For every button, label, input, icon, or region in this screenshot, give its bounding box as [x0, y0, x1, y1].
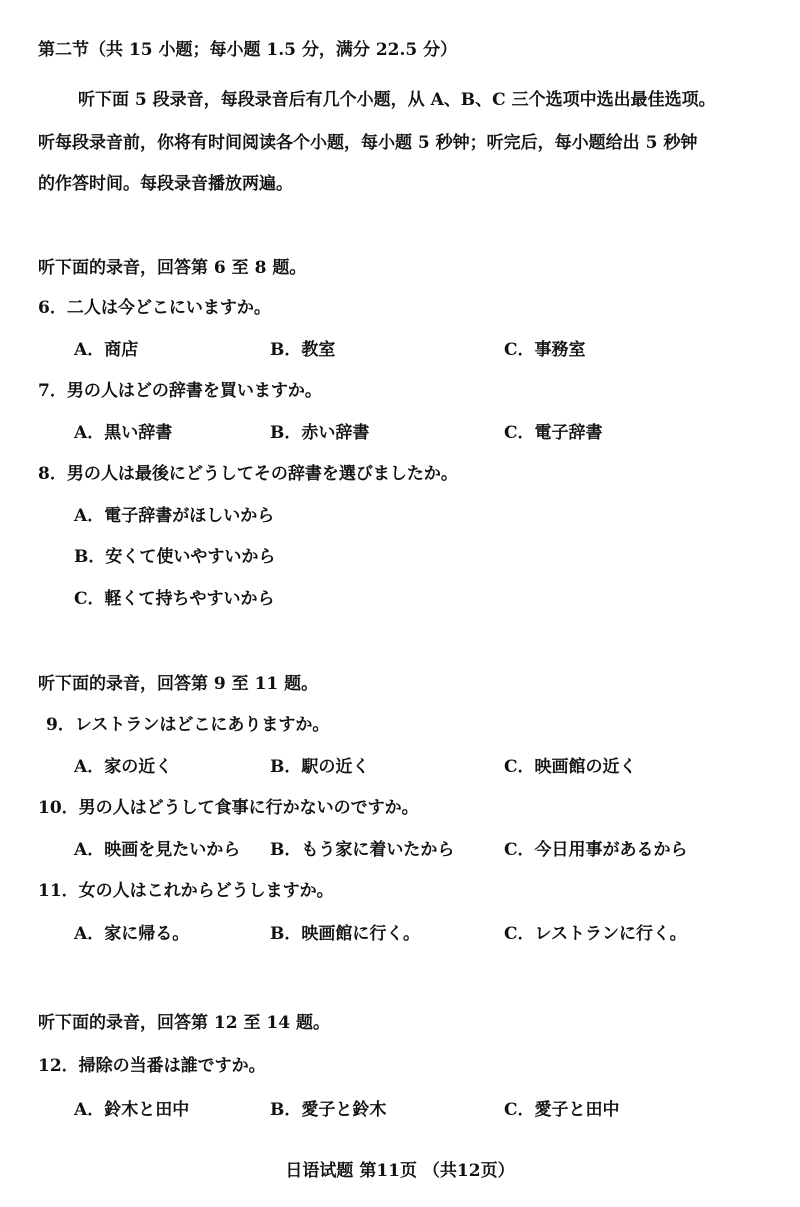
question-8-option-c: C．軽くて持ちやすいから: [74, 589, 275, 609]
question-6-option-c: C．事務室: [504, 340, 586, 360]
question-12-option-c: C．愛子と田中: [504, 1100, 620, 1120]
question-11-option-b: B．映画館に行く。: [270, 924, 421, 944]
question-9-option-c: C．映画館の近く: [504, 757, 637, 777]
instruction-line-3: 的作答时间。每段录音播放两遍。: [38, 174, 293, 194]
question-6-stem: 6．二人は今どこにいますか。: [38, 298, 271, 318]
question-11-option-a: A．家に帰る。: [74, 924, 190, 944]
group-2-prompt: 听下面的录音，回答第 9 至 11 题。: [38, 674, 319, 694]
question-11-stem: 11．女の人はこれからどうしますか。: [38, 881, 334, 901]
question-9-stem: 9．レストランはどこにありますか。: [46, 715, 330, 735]
question-8-stem: 8．男の人は最後にどうしてその辞書を選びましたか。: [38, 464, 458, 484]
question-9-option-b: B．駅の近く: [270, 757, 370, 777]
question-10-option-a: A．映画を見たいから: [74, 840, 241, 860]
group-3-prompt: 听下面的录音，回答第 12 至 14 题。: [38, 1013, 330, 1033]
question-7-option-b: B．赤い辞書: [270, 423, 370, 443]
question-6-option-b: B．教室: [270, 340, 336, 360]
instruction-line-2: 听每段录音前，你将有时间阅读各个小题，每小题 5 秒钟；听完后，每小题给出 5 秒钟: [38, 133, 698, 153]
instruction-line-1: 听下面 5 段录音，每段录音后有几个小题，从 A、B、C 三个选项中选出最佳选项。: [78, 90, 716, 110]
group-1-prompt: 听下面的录音，回答第 6 至 8 题。: [38, 258, 307, 278]
question-10-stem: 10．男の人はどうして食事に行かないのですか。: [38, 798, 419, 818]
page-footer: 日语试题 第11页 （共12页）: [285, 1161, 515, 1181]
question-10-option-c: C．今日用事があるから: [504, 840, 688, 860]
question-6-option-a: A．商店: [74, 340, 139, 360]
question-8-option-a: A．電子辞書がほしいから: [74, 506, 275, 526]
question-12-stem: 12．掃除の当番は誰ですか。: [38, 1056, 266, 1076]
question-12-option-b: B．愛子と鈴木: [270, 1100, 387, 1120]
question-9-option-a: A．家の近く: [74, 757, 173, 777]
question-10-option-b: B．もう家に着いたから: [270, 840, 455, 860]
question-8-option-b: B．安くて使いやすいから: [74, 547, 276, 567]
question-12-option-a: A．鈴木と田中: [74, 1100, 190, 1120]
question-7-option-a: A．黒い辞書: [74, 423, 173, 443]
question-11-option-c: C．レストランに行く。: [504, 924, 687, 944]
question-7-stem: 7．男の人はどの辞書を買いますか。: [38, 381, 322, 401]
section-heading: 第二节（共 15 小题；每小题 1.5 分，满分 22.5 分）: [38, 40, 458, 60]
question-7-option-c: C．電子辞書: [504, 423, 603, 443]
